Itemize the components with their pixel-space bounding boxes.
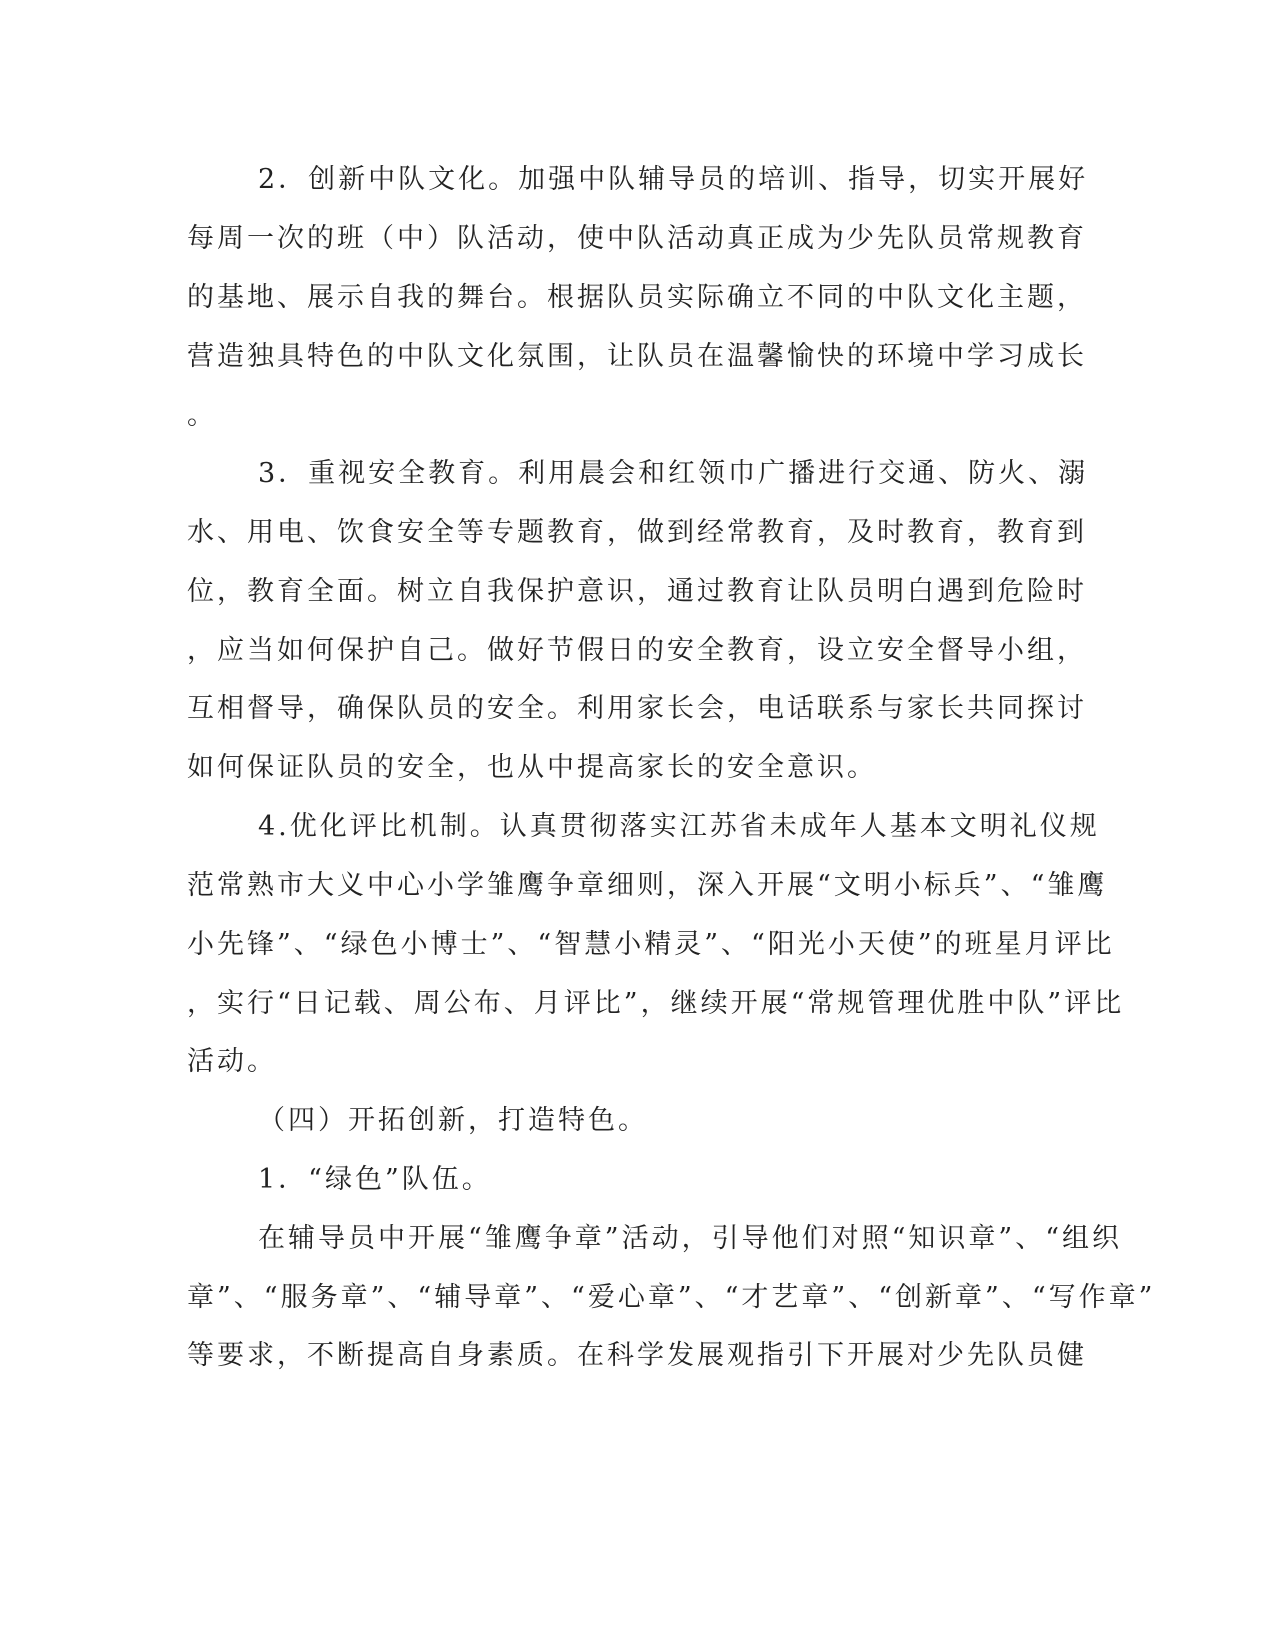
paragraph-5-line-3: 等要求，不断提高自身素质。在科学发展观指引下开展对少先队员健	[187, 1340, 1087, 1371]
paragraph-2-line-4: 营造独具特色的中队文化氛围，让队员在温馨愉快的环境中学习成长	[187, 341, 1087, 372]
section-heading: （四）开拓创新，打造特色。	[258, 1105, 648, 1136]
paragraph-4-line-2: 范常熟市大义中心小学雏鹰争章细则，深入开展“文明小标兵”、“雏鹰	[187, 870, 1108, 901]
paragraph-4-line-5: 活动。	[187, 1046, 277, 1077]
paragraph-2-line-2: 每周一次的班（中）队活动，使中队活动真正成为少先队员常规教育	[187, 223, 1087, 254]
subsection-heading: 1．“绿色”队伍。	[258, 1164, 492, 1195]
paragraph-2-line-1: 2．创新中队文化。加强中队辅导员的培训、指导，切实开展好	[258, 164, 1089, 195]
paragraph-3-line-6: 如何保证队员的安全，也从中提高家长的安全意识。	[187, 752, 877, 783]
paragraph-4-line-1: 4.优化评比机制。认真贯彻落实江苏省未成年人基本文明礼仪规	[258, 811, 1100, 842]
paragraph-5-line-2: 章”、“服务章”、“辅导章”、“爱心章”、“才艺章”、“创新章”、“写作章”	[187, 1282, 1156, 1313]
paragraph-4-line-4: ，实行“日记载、周公布、月评比”，继续开展“常规管理优胜中队”评比	[187, 988, 1125, 1019]
paragraph-3-line-5: 互相督导，确保队员的安全。利用家长会，电话联系与家长共同探讨	[187, 693, 1087, 724]
paragraph-3-line-4: ，应当如何保护自己。做好节假日的安全教育，设立安全督导小组，	[187, 635, 1087, 666]
paragraph-2-line-5: 。	[187, 400, 217, 431]
paragraph-3-line-1: 3．重视安全教育。利用晨会和红领巾广播进行交通、防火、溺	[258, 458, 1089, 489]
paragraph-5-line-1: 在辅导员中开展“雏鹰争章”活动，引导他们对照“知识章”、“组织	[258, 1223, 1123, 1254]
paragraph-3-line-2: 水、用电、饮食安全等专题教育，做到经常教育，及时教育，教育到	[187, 517, 1087, 548]
paragraph-2-line-3: 的基地、展示自我的舞台。根据队员实际确立不同的中队文化主题，	[187, 282, 1087, 313]
paragraph-4-line-3: 小先锋”、“绿色小博士”、“智慧小精灵”、“阳光小天使”的班星月评比	[187, 929, 1115, 960]
paragraph-3-line-3: 位，教育全面。树立自我保护意识，通过教育让队员明白遇到危险时	[187, 576, 1087, 607]
